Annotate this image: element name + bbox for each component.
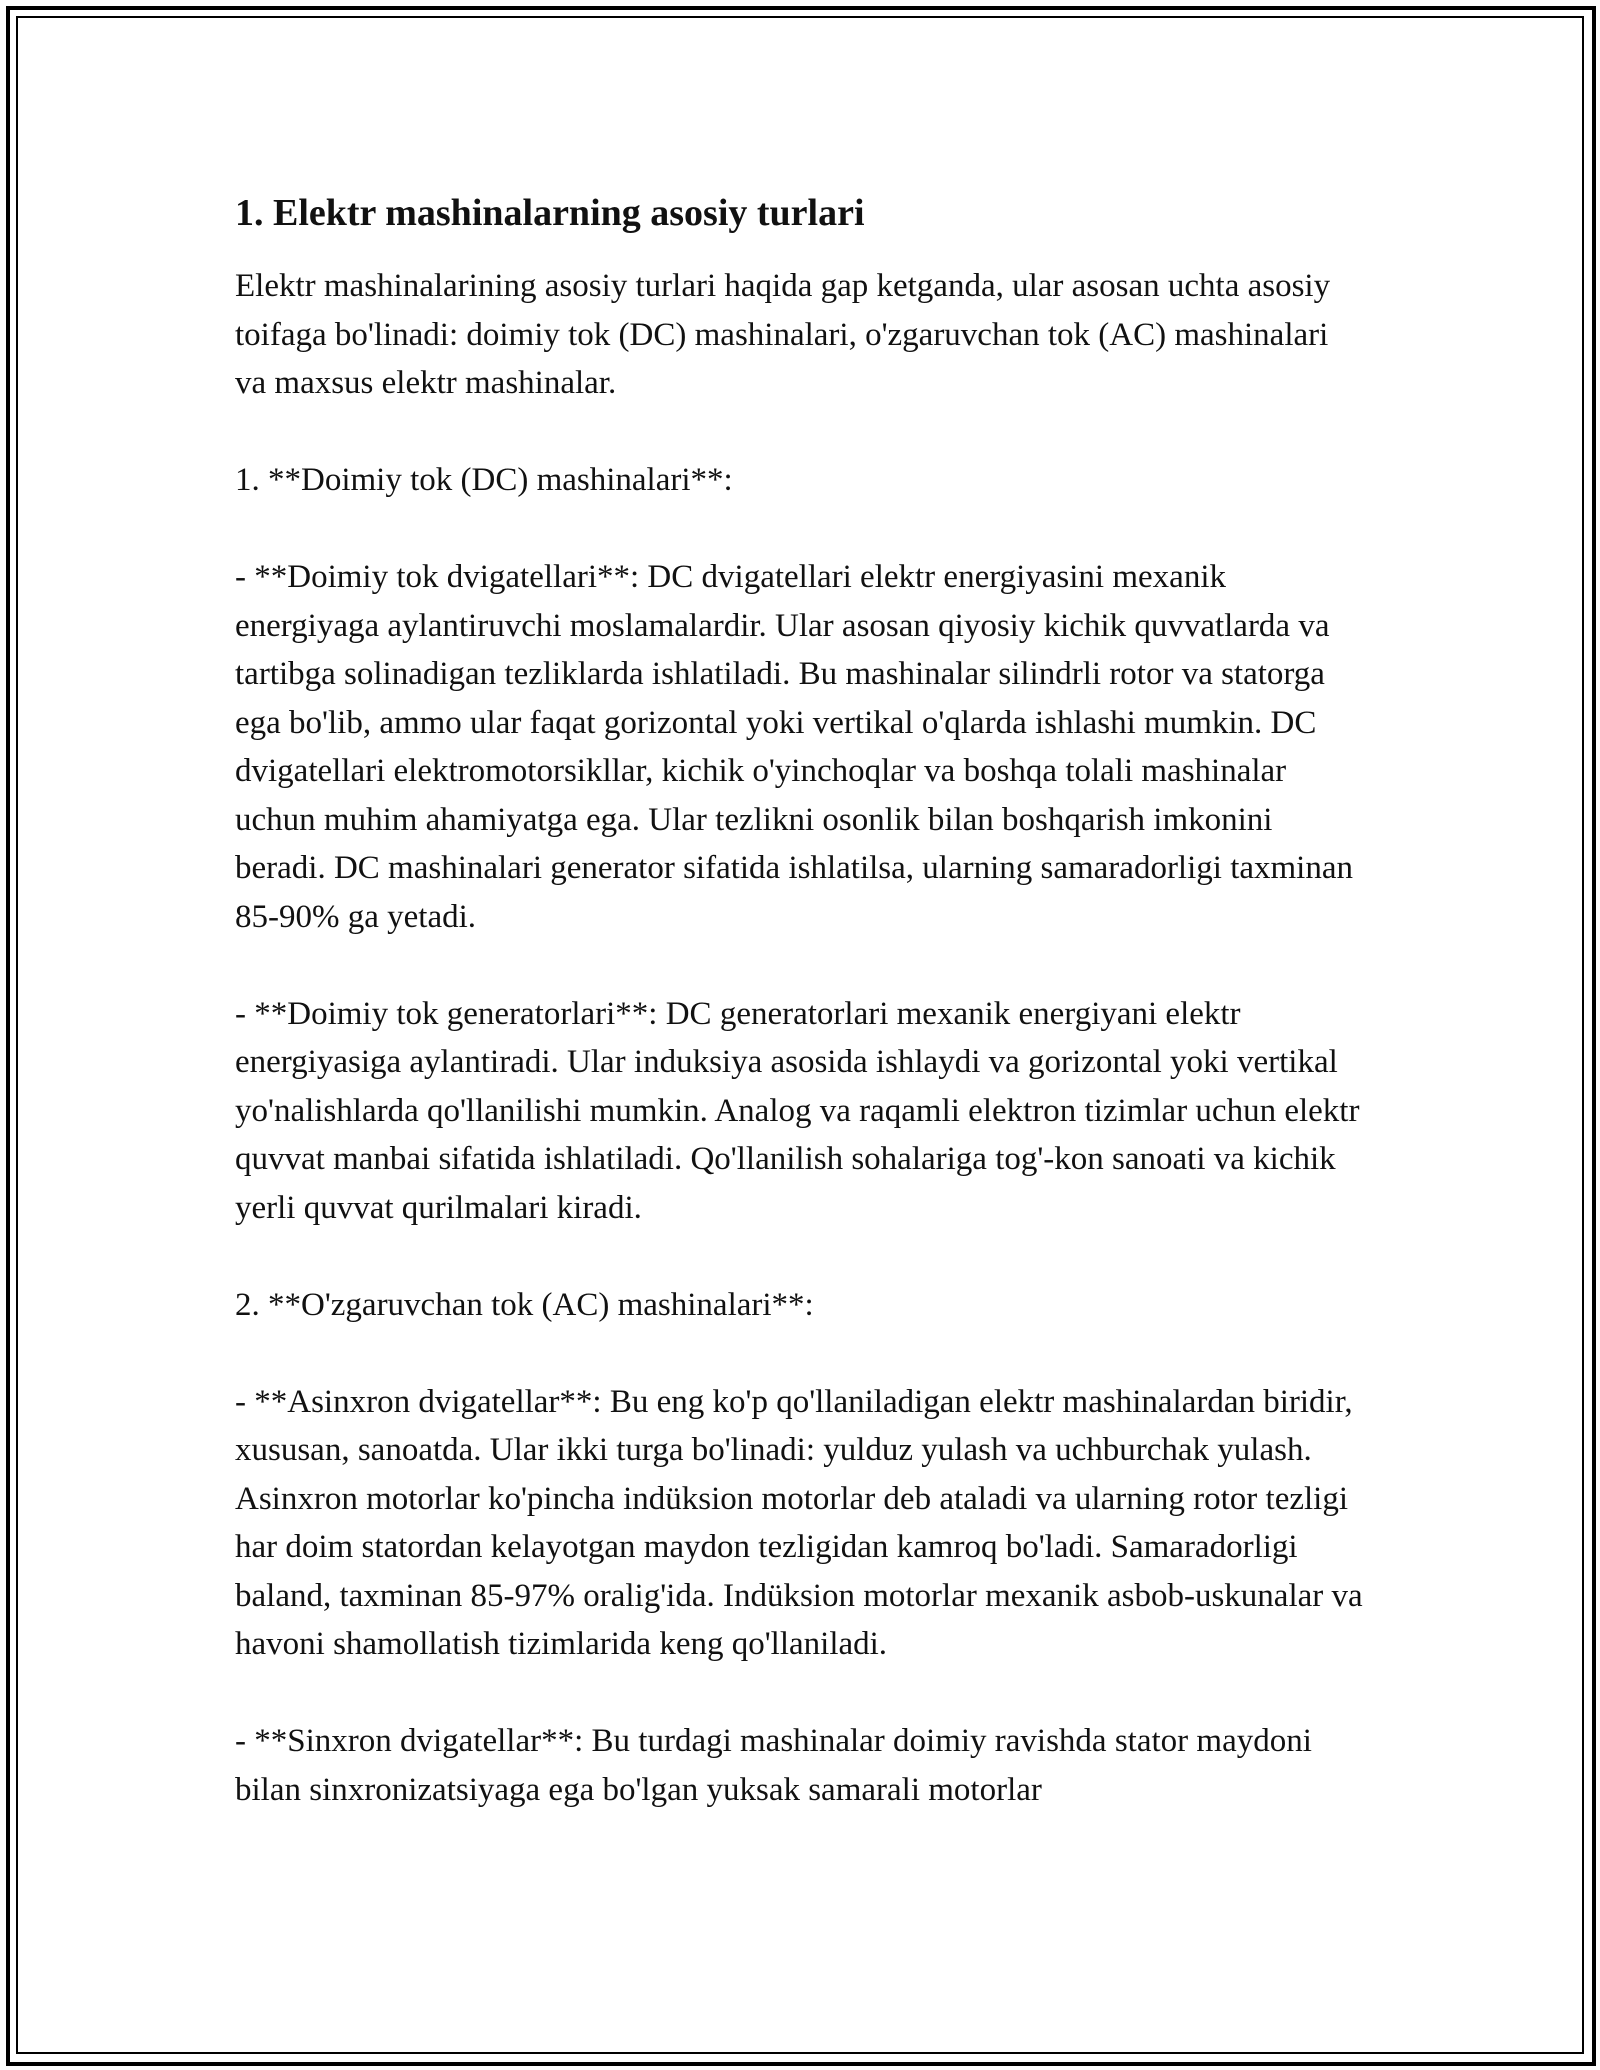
subitem-dc-motors: - **Doimiy tok dvigatellari**: DC dvigatellari elektr energiyasini mexanik energiyaga aylantiruvchi moslamalardir. Ular asosan qiyosiy kichik quvvatlarda va tartibga solinadigan tezliklarda ishlatiladi. Bu mashinalar silindrli rotor va statorga ega bo'lib, ammo ular faqat gorizontal yoki vertikal o'qlarda ishlashi mumkin. DC dvigatellari elektromotorsikllar, kichik o'yinchoqlar va boshqa tolali mashinalar uchun muhim ahamiyatga ega. Ular tezlikni osonlik bilan boshqarish imkonini beradi. DC mashinalari generator sifatida ishlatilsa, ularning samaradorligi taxminan 85-90% ga yetadi. <box>235 559 1353 935</box>
subitem-dc-generators: - **Doimiy tok generatorlari**: DC generatorlari mexanik energiyani elektr energiyasiga aylantiradi. Ular induksiya asosida ishlaydi va gorizontal yoki vertikal yo'nalishlarda qo'llanilishi mumkin. Analog va raqamli elektron tizimlar uchun elektr quvvat manbai sifatida ishlatiladi. Qo'llanilish sohalariga tog'-kon sanoati va kichik yerli quvvat qurilmalari kiradi. <box>235 995 1360 1226</box>
list-item-ac-machines: 2. **O'zgaruvchan tok (AC) mashinalari**: <box>235 1286 814 1323</box>
list-item-dc-machines: 1. **Doimiy tok (DC) mashinalari**: <box>235 462 733 498</box>
subitem-sync-motors: - **Sinxron dvigatellar**: Bu turdagi mashinalar doimiy ravishda stator maydoni bilan sinxronizatsiyaga ega bo'lgan yuksak samarali motorlar <box>235 1723 1312 1808</box>
subitem-async-motors: - **Asinxron dvigatellar**: Bu eng ko'p qo'llaniladigan elektr mashinalardan biridir, xususan, sanoatda. Ular ikki turga bo'linadi: yulduz yulash va uchburchak yulash. Asinxron motorlar ko'pincha indüksion motorlar deb ataladi va ularning rotor tezligi har doim statordan kelayotgan maydon tezligidan kamroq bo'ladi. Samaradorligi baland, taxminan 85-97% oralig'ida. Indüksion motorlar mexanik asbob-uskunalar va havoni shamollatish tizimlarida keng qo'llaniladi. <box>235 1383 1363 1662</box>
intro-paragraph: Elektr mashinalarining asosiy turlari haqida gap ketganda, ular asosan uchta asosiy toifaga bo'linadi: doimiy tok (DC) mashinalari, o'zgaruvchan tok (AC) mashinalari va maxsus elektr mashinalar. <box>235 268 1331 401</box>
document-body <box>235 188 1365 1814</box>
section-heading: 1. Elektr mashinalarning asosiy turlari <box>235 192 865 234</box>
